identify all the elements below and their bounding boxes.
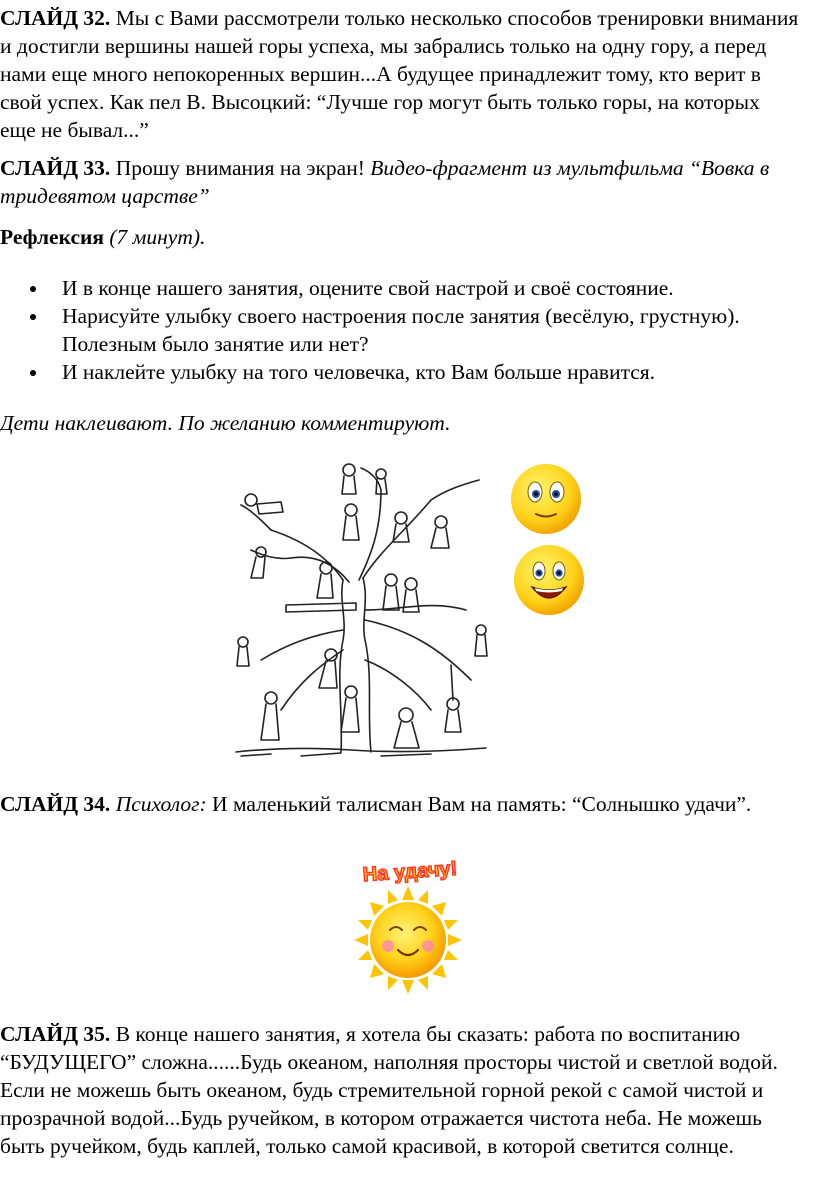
slide-34-label: СЛАЙД 34. [0, 792, 111, 816]
slide-34-role: Психолог: [110, 792, 207, 816]
list-item [0, 274, 780, 302]
slide-35-label: СЛАЙД 35. [0, 1022, 111, 1046]
luck-caption: На удачу! [362, 857, 458, 887]
slide-35-paragraph [0, 1020, 800, 1160]
kids-note-text: Дети наклеивают. По желанию комментируют. [0, 411, 451, 435]
slide-33-label: СЛАЙД 33. [0, 156, 111, 180]
bullet-icon [30, 314, 36, 320]
reflection-duration: (7 минут). [104, 225, 206, 249]
smiley-face-icon [509, 462, 583, 536]
list-item [0, 358, 780, 386]
slide-34-paragraph [0, 790, 800, 818]
slide-33-paragraph [0, 154, 800, 210]
bullet-text: Нарисуйте улыбку своего настроения после занятия (весёлую, грустную). Полезным было занятие или нет? [62, 304, 740, 356]
slide-32-text: Мы с Вами рассмотрели только несколько способов тренировки внимания и достигли вершины нашей горы успеха, мы забрались только на одну гору, а перед нами еще много непокоренных вершин...А будущее принадлежит тому, кто верит в свой успех. Как пел В. Высоцкий: “Лучше гор могут быть только горы, на которых еще не бывал...” [0, 6, 799, 142]
bullet-text: И наклейте улыбку на того человечка, кто Вам больше нравится. [62, 360, 656, 384]
bullet-icon [30, 286, 36, 292]
slide-32-label: СЛАЙД 32. [0, 6, 111, 30]
slide-33-video-note: Видео-фрагмент из мультфильма “Вовка в тридевятом царстве” [0, 156, 770, 208]
reflection-label: Рефлексия [0, 225, 105, 249]
slide-32-paragraph [0, 4, 800, 144]
bullet-text: И в конце нашего занятия, оцените свой настрой и своё состояние. [62, 276, 674, 300]
slide-33-text: Прошу внимания на экран! [110, 156, 371, 180]
reflection-bullet-list [0, 274, 780, 386]
reflection-heading [0, 223, 800, 251]
sun-of-luck-sticker [340, 850, 480, 995]
slide-35-text: В конце нашего занятия, я хотела бы сказать: работа по воспитанию “БУДУЩЕГО” сложна......Будь океаном, наполняя просторы чистой и светлой водой. Если не можешь быть океаном, будь стремительной горной рекой с самой чистой и прозрачной водой...Будь ручейком, в котором отражается чистота неба. Не можешь быть ручейком, будь каплей, только самой красивой, в которой светится солнце. [0, 1022, 778, 1158]
blob-tree-illustration [231, 460, 491, 760]
list-item [0, 302, 780, 358]
kids-note [0, 409, 800, 437]
bullet-icon [30, 370, 36, 376]
slide-34-text: И маленький талисман Вам на память: “Солнышко удачи”. [206, 792, 752, 816]
laughing-smiley-icon [512, 543, 586, 617]
